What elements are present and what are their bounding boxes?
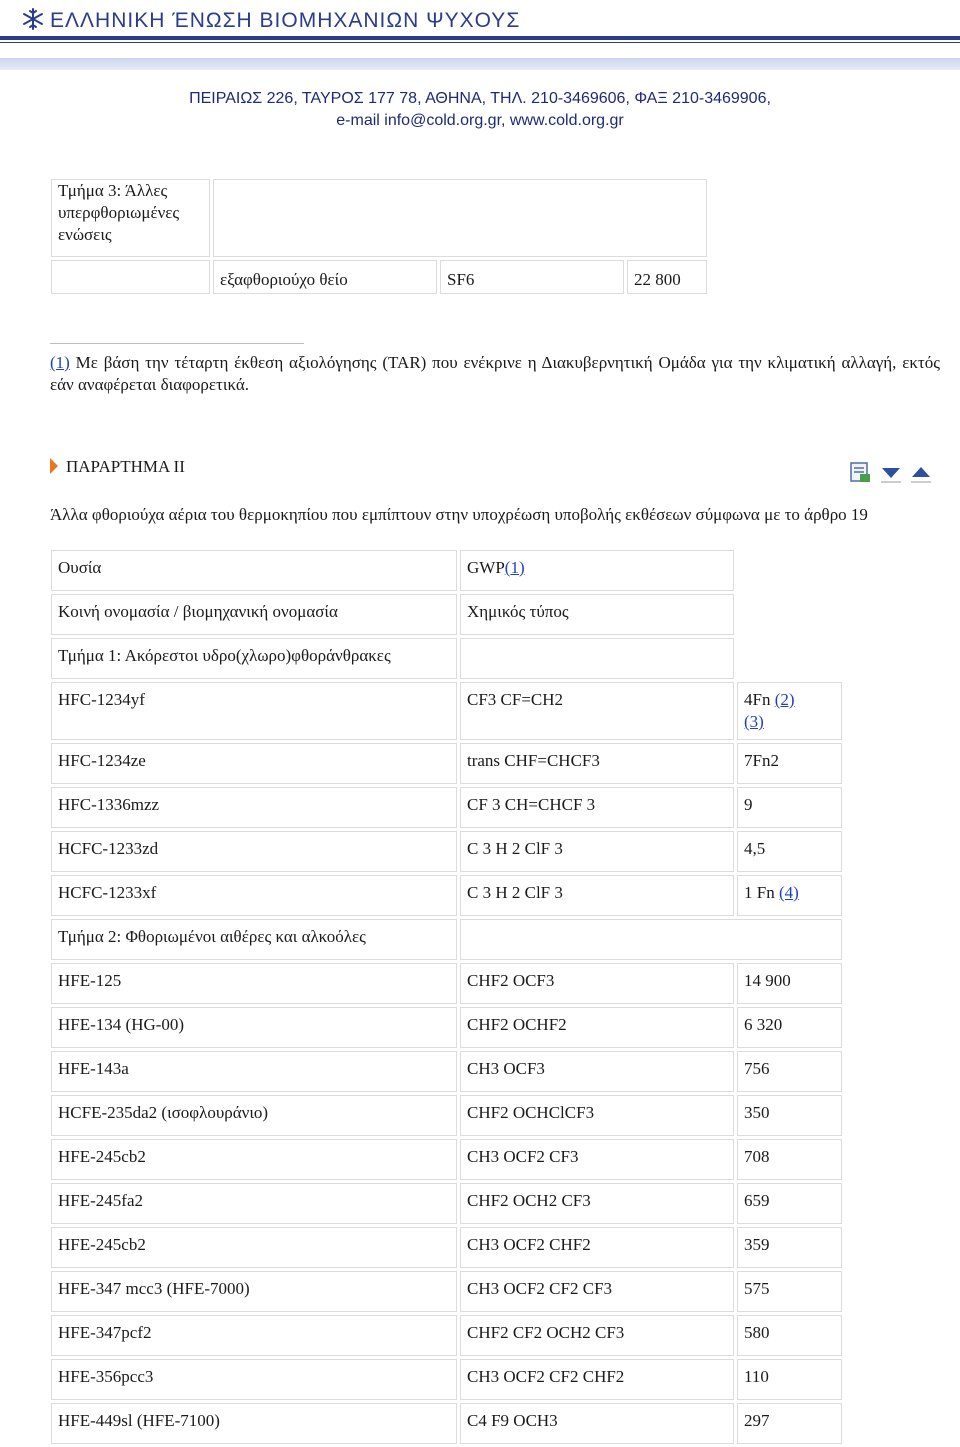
substance-formula: CF3 CF=CH2 xyxy=(460,682,734,740)
address-line: ΠΕΙΡΑΙΩΣ 226, ΤΑΥΡΟΣ 177 78, ΑΘΗΝΑ, ΤΗΛ. 210-3469606, ΦΑΞ 210-3469906, xyxy=(189,90,771,107)
arrow-up-icon[interactable] xyxy=(910,460,932,489)
substance-gwp: 708 xyxy=(737,1139,842,1180)
contact-info xyxy=(0,88,960,132)
substance-gwp: 297 xyxy=(737,1403,842,1444)
sf6-table xyxy=(48,176,710,297)
letterhead xyxy=(0,0,960,70)
table-row xyxy=(51,638,842,679)
table-row xyxy=(51,1227,842,1268)
substance-gwp: 580 xyxy=(737,1315,842,1356)
substance-name: HFE-134 (HG-00) xyxy=(51,1007,457,1048)
table-row xyxy=(51,875,842,916)
footnote-rule xyxy=(50,343,304,344)
substance-name: HCFE-235da2 (ισοφλουράνιο) xyxy=(51,1095,457,1136)
footnote-3-link[interactable]: (3) xyxy=(744,712,764,731)
substance-formula: C 3 H 2 ClF 3 xyxy=(460,875,734,916)
footnote-marker-link[interactable]: (1) xyxy=(50,353,70,372)
substance-gwp: 4Fn (2) (3) xyxy=(737,682,842,740)
substance-gwp: 14 900 xyxy=(737,963,842,1004)
table-row xyxy=(51,1183,842,1224)
table-row xyxy=(51,1271,842,1312)
substance-name: HFE-356pcc3 xyxy=(51,1359,457,1400)
substance-formula: CH3 OCF2 CF2 CF3 xyxy=(460,1271,734,1312)
substance-formula: CH3 OCF2 CHF2 xyxy=(460,1227,734,1268)
substance-name: HFE-449sl (HFE-7100) xyxy=(51,1403,457,1444)
substance-formula: CHF2 CF2 OCH2 CF3 xyxy=(460,1315,734,1356)
substance-formula: trans CHF=CHCF3 xyxy=(460,743,734,784)
substance-name: HFE-245fa2 xyxy=(51,1183,457,1224)
substance-name: HCFC-1233zd xyxy=(51,831,457,872)
substance-gwp: 575 xyxy=(737,1271,842,1312)
substance-gwp: 6 320 xyxy=(737,1007,842,1048)
table-row xyxy=(51,594,842,635)
arrow-down-icon[interactable] xyxy=(880,460,902,489)
header-formula: Χημικός τύπος xyxy=(460,594,734,635)
annex-toolbar xyxy=(848,460,938,484)
substance-name: HFE-245cb2 xyxy=(51,1227,457,1268)
substance-name: HFE-347pcf2 xyxy=(51,1315,457,1356)
substance-name: HFE-245cb2 xyxy=(51,1139,457,1180)
substance-gwp: 1 Fn (4) xyxy=(737,875,842,916)
section-2-rows xyxy=(51,963,842,1444)
substance-formula: C 3 H 2 ClF 3 xyxy=(460,831,734,872)
table-row xyxy=(51,831,842,872)
substance-formula: CHF2 OCF3 xyxy=(460,963,734,1004)
substance-name: HFE-143a xyxy=(51,1051,457,1092)
snowflake-icon xyxy=(22,8,44,30)
substance-formula: CHF2 OCHClCF3 xyxy=(460,1095,734,1136)
table-row xyxy=(51,1359,842,1400)
section-3-cell: Τμήμα 3: Άλλες υπερφθοριωμένες ενώσεις xyxy=(51,179,210,257)
empty-cell xyxy=(51,260,210,294)
table-row xyxy=(51,1095,842,1136)
substance-formula: CH3 OCF3 xyxy=(460,1051,734,1092)
header-band xyxy=(0,58,960,70)
substance-formula: CHF2 OCH2 CF3 xyxy=(460,1183,734,1224)
section-2-cell: Τμήμα 2: Φθοριωμένοι αιθέρες και αλκοόλες xyxy=(51,919,457,960)
header-rule xyxy=(0,36,960,40)
annex-heading: ΠΑΡΑΡΤΗΜΑ ΙΙ xyxy=(50,456,185,478)
arrow-right-icon xyxy=(50,458,58,474)
empty-cell xyxy=(460,919,842,960)
substance-name: HFC-1336mzz xyxy=(51,787,457,828)
substance-name: HFC-1234yf xyxy=(51,682,457,740)
table-row xyxy=(51,1007,842,1048)
substance-gwp: 4,5 xyxy=(737,831,842,872)
gwp-ref-link[interactable]: (1) xyxy=(504,558,525,577)
substance-name: HCFC-1233xf xyxy=(51,875,457,916)
annex-intro: Άλλα φθοριούχα αέρια του θερμοκηπίου που εμπίπτουν στην υποχρέωση υποβολής εκθέσεων σύμφωνα με το άρθρο 19 xyxy=(50,505,868,524)
table-row xyxy=(51,682,842,740)
header-gwp: GWP(1) xyxy=(460,550,734,591)
substance-formula: CHF2 OCHF2 xyxy=(460,1007,734,1048)
table-row xyxy=(51,963,842,1004)
substance-name: HFE-125 xyxy=(51,963,457,1004)
substance-name: HFE-347 mcc3 (HFE-7000) xyxy=(51,1271,457,1312)
footnote-4-link[interactable]: (4) xyxy=(778,883,799,902)
substance-formula: CF 3 CH=CHCF 3 xyxy=(460,787,734,828)
table-row xyxy=(51,787,842,828)
substance-gwp: 110 xyxy=(737,1359,842,1400)
footnote: (1) Με βάση την τέταρτη έκθεση αξιολόγησης (TAR) που ενέκρινε η Διακυβερνητική Ομάδα για την κλιματική αλλαγή, εκτός εάν αναφέρεται διαφορετικά. xyxy=(50,353,940,394)
substance-gwp: 22 800 xyxy=(627,260,707,294)
substance-gwp: 350 xyxy=(737,1095,842,1136)
footnote-2-link[interactable]: (2) xyxy=(774,690,795,709)
substance-name: εξαφθοριούχο θείο xyxy=(213,260,437,294)
substance-name: HFC-1234ze xyxy=(51,743,457,784)
substance-formula: C4 F9 OCH3 xyxy=(460,1403,734,1444)
substance-formula: SF6 xyxy=(440,260,624,294)
table-row xyxy=(51,1315,842,1356)
substance-formula: CH3 OCF2 CF3 xyxy=(460,1139,734,1180)
header-common-name: Κοινή ονομασία / βιομηχανική ονομασία xyxy=(51,594,457,635)
table-row xyxy=(51,1403,842,1444)
table-row xyxy=(51,1051,842,1092)
substance-formula: CH3 OCF2 CF2 CHF2 xyxy=(460,1359,734,1400)
table-row xyxy=(51,550,842,591)
empty-cell xyxy=(460,638,734,679)
section-1-cell: Τμήμα 1: Ακόρεστοι υδρο(χλωρο)φθοράνθρακες xyxy=(51,638,457,679)
email-line[interactable]: e-mail info@cold.org.gr, www.cold.org.gr xyxy=(336,112,624,129)
table-row xyxy=(51,743,842,784)
header-rule-thin xyxy=(0,42,960,43)
brand-title: ΕΛΛΗΝΙΚΗ ΈΝΩΣΗ ΒΙΟΜΗΧΑΝΙΩΝ ΨΥΧΟΥΣ xyxy=(22,8,520,33)
substance-gwp: 9 xyxy=(737,787,842,828)
table-row xyxy=(51,919,842,960)
header-substance: Ουσία xyxy=(51,550,457,591)
document-icon[interactable] xyxy=(848,460,872,489)
substance-gwp: 659 xyxy=(737,1183,842,1224)
substance-gwp: 359 xyxy=(737,1227,842,1268)
annex-ii-table xyxy=(48,547,845,1447)
substance-gwp: 7Fn2 xyxy=(737,743,842,784)
table-row xyxy=(51,1139,842,1180)
empty-cell xyxy=(213,179,707,257)
substance-gwp: 756 xyxy=(737,1051,842,1092)
